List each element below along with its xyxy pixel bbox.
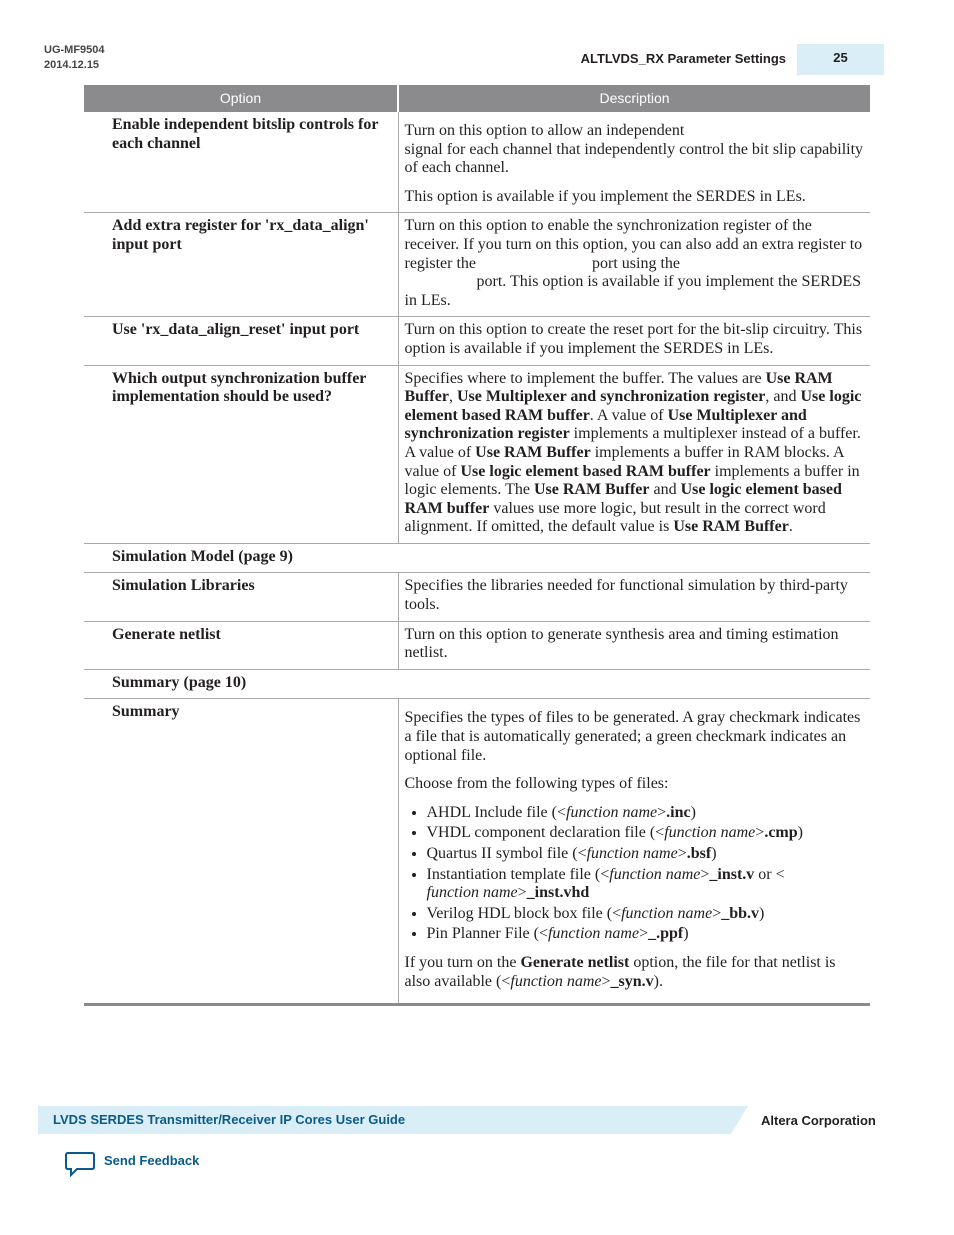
list-item: • AHDL Include file (<function name>.inc) — [427, 804, 865, 823]
option-cell: Simulation Libraries — [84, 573, 398, 621]
table-row — [84, 621, 870, 669]
section-title: ALTLVDS_RX Parameter Settings — [580, 51, 786, 66]
doc-id: UG-MF9504 — [44, 44, 105, 56]
doc-info — [44, 43, 105, 73]
description-cell: Turn on this option to generate synthesis area and timing estimation netlist. — [398, 621, 870, 669]
description-cell — [398, 112, 870, 213]
table-row — [84, 317, 870, 365]
section-row — [84, 669, 870, 699]
list-item: • Pin Planner File (<function name>_.ppf) — [427, 925, 865, 944]
description-paragraph: Turn on this option to allow an independent signal for each channel that independently control the bit slip capability of each channel. — [404, 122, 864, 177]
table-row — [84, 365, 870, 543]
section-heading: Simulation Model (page 9) — [84, 543, 870, 573]
description-paragraph: This option is available if you implement the SERDES in LEs. — [404, 187, 806, 205]
column-header-option: Option — [84, 85, 398, 112]
option-cell: Which output synchronization buffer implementation should be used? — [84, 365, 398, 543]
table-header-row — [84, 85, 870, 112]
description-cell — [398, 699, 870, 1005]
company-name: Altera Corporation — [761, 1113, 876, 1128]
description-cell: Specifies the libraries needed for functional simulation by third-party tools. — [398, 573, 870, 621]
list-item: • Instantiation template file (<function name>_inst.v or < function name>_inst.vhd — [427, 866, 865, 903]
list-item: • VHDL component declaration file (<function name>.cmp) — [427, 824, 865, 843]
table-row — [84, 699, 870, 1005]
option-cell: Add extra register for 'rx_data_align' input port — [84, 213, 398, 317]
send-feedback-link[interactable]: Send Feedback — [104, 1153, 200, 1168]
list-item: • Verilog HDL block box file (<function name>_bb.v) — [427, 905, 865, 924]
column-header-description: Description — [398, 85, 870, 112]
doc-date: 2014.12.15 — [44, 59, 100, 71]
file-type-list — [405, 804, 865, 944]
section-row — [84, 543, 870, 573]
table-row — [84, 112, 870, 213]
option-cell: Use 'rx_data_align_reset' input port — [84, 317, 398, 365]
option-cell: Generate netlist — [84, 621, 398, 669]
feedback-icon[interactable] — [65, 1151, 95, 1182]
description-cell: Specifies where to implement the buffer. The values are Use RAM Buffer, Use Multiplexer and synchronization register, and Use logic element based RAM buffer. A value of Use Multiplexer and synchronization register implements a multiplexer instead of a buffer. A value of Use RAM Buffer implements a buffer in RAM blocks. A value of Use logic element based RAM buffer implements a buffer in logic elements. The Use RAM Buffer and Use logic element based RAM buffer values use more logic, but result in the correct word alignment. If omitted, the default value is Use RAM Buffer. — [398, 365, 870, 543]
option-cell: Enable independent bitslip controls for each channel — [84, 112, 398, 213]
parameter-table — [84, 85, 870, 1006]
description-cell: Turn on this option to create the reset port for the bit-slip circuitry. This option is available if you implement the SERDES in LEs. — [398, 317, 870, 365]
section-heading: Summary (page 10) — [84, 669, 870, 699]
description-paragraph: If you turn on the Generate netlist option, the file for that netlist is also available (<function name>_syn.v). — [404, 953, 836, 990]
page-number: 25 — [797, 44, 884, 75]
description-paragraph: Specifies the types of files to be generated. A gray checkmark indicates a file that is automatically generated; a green checkmark indicates an optional file. — [404, 709, 861, 764]
description-cell: Turn on this option to enable the synchronization register of the receiver. If you turn on this option, you can also add an extra register to register the port using the port. This option is available if you implement the SERDES in LEs. — [398, 213, 870, 317]
option-cell: Summary — [84, 699, 398, 1005]
description-paragraph: Choose from the following types of files: — [404, 775, 669, 793]
guide-title-link[interactable]: LVDS SERDES Transmitter/Receiver IP Cores User Guide — [53, 1112, 406, 1127]
table-row — [84, 573, 870, 621]
list-item: • Quartus II symbol file (<function name>.bsf) — [427, 845, 865, 864]
table-row — [84, 213, 870, 317]
